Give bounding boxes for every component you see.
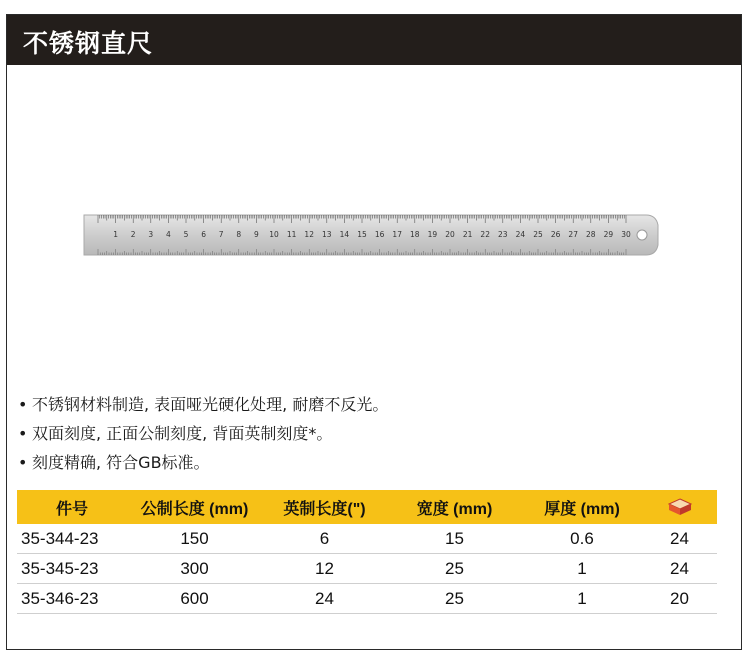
col-thickness: 厚度 (mm) bbox=[522, 490, 642, 524]
table-header-row bbox=[17, 490, 717, 524]
header-bar bbox=[7, 15, 741, 65]
bullet-icon: • bbox=[18, 395, 28, 414]
thickness-cell: 1 bbox=[522, 584, 642, 614]
ruler-number: 4 bbox=[166, 230, 171, 239]
table-row bbox=[17, 524, 717, 554]
steel-ruler-illustration bbox=[76, 195, 664, 267]
ruler-number: 9 bbox=[254, 230, 259, 239]
ruler-number: 2 bbox=[130, 230, 136, 239]
thickness-cell: 1 bbox=[522, 554, 642, 584]
part-no-cell: 35-344-23 bbox=[17, 524, 127, 554]
ruler-image bbox=[76, 195, 664, 267]
ruler-number: 25 bbox=[533, 230, 543, 239]
width-cell: 25 bbox=[387, 584, 522, 614]
table-row bbox=[17, 554, 717, 584]
imperial-length-cell: 24 bbox=[262, 584, 387, 614]
col-imperial-length: 英制长度(") bbox=[262, 490, 387, 524]
ruler-number: 13 bbox=[322, 230, 332, 239]
ruler-number: 19 bbox=[427, 230, 438, 239]
ruler-number: 26 bbox=[550, 230, 561, 239]
ruler-number: 24 bbox=[515, 230, 526, 239]
ruler-number: 15 bbox=[357, 230, 367, 239]
part-no-cell: 35-345-23 bbox=[17, 554, 127, 584]
imperial-length-cell: 6 bbox=[262, 524, 387, 554]
ruler-number: 8 bbox=[236, 230, 242, 239]
ruler-number: 5 bbox=[183, 230, 189, 239]
package-icon bbox=[668, 498, 692, 516]
feature-item: • 双面刻度, 正面公制刻度, 背面英制刻度*。 bbox=[18, 419, 388, 448]
pack-qty-cell: 24 bbox=[642, 524, 717, 554]
ruler-number: 18 bbox=[410, 230, 420, 239]
pack-qty-cell: 20 bbox=[642, 584, 717, 614]
page-title: 不锈钢直尺 bbox=[23, 29, 154, 58]
col-metric-length: 公制长度 (mm) bbox=[127, 490, 262, 524]
pack-qty-cell: 24 bbox=[642, 554, 717, 584]
spec-table bbox=[17, 490, 717, 614]
ruler-number: 14 bbox=[339, 230, 350, 239]
col-pack-qty bbox=[642, 490, 717, 524]
ruler-number: 22 bbox=[480, 230, 490, 239]
metric-length-cell: 600 bbox=[127, 584, 262, 614]
ruler-number: 17 bbox=[392, 230, 402, 239]
ruler-number: 6 bbox=[201, 230, 206, 239]
metric-length-cell: 300 bbox=[127, 554, 262, 584]
table-row bbox=[17, 584, 717, 614]
ruler-number: 3 bbox=[148, 230, 154, 239]
ruler-number: 7 bbox=[218, 230, 224, 239]
ruler-number: 20 bbox=[445, 230, 455, 239]
width-cell: 15 bbox=[387, 524, 522, 554]
ruler-number: 1 bbox=[113, 230, 118, 239]
metric-length-cell: 150 bbox=[127, 524, 262, 554]
ruler-number: 12 bbox=[304, 230, 314, 239]
width-cell: 25 bbox=[387, 554, 522, 584]
bullet-icon: • bbox=[18, 424, 28, 443]
ruler-number: 16 bbox=[374, 230, 385, 239]
ruler-number: 11 bbox=[286, 230, 297, 239]
imperial-length-cell: 12 bbox=[262, 554, 387, 584]
thickness-cell: 0.6 bbox=[522, 524, 642, 554]
feature-item: • 不锈钢材料制造, 表面哑光硬化处理, 耐磨不反光。 bbox=[18, 390, 388, 419]
part-no-cell: 35-346-23 bbox=[17, 584, 127, 614]
bullet-icon: • bbox=[18, 453, 28, 472]
ruler-number: 10 bbox=[269, 230, 279, 239]
ruler-number: 23 bbox=[498, 230, 508, 239]
ruler-number: 21 bbox=[462, 230, 473, 239]
col-part-no: 件号 bbox=[17, 490, 127, 524]
ruler-number: 30 bbox=[621, 230, 631, 239]
col-width: 宽度 (mm) bbox=[387, 490, 522, 524]
feature-list bbox=[18, 390, 388, 477]
feature-item: • 刻度精确, 符合GB标准。 bbox=[18, 448, 388, 477]
ruler-number: 28 bbox=[586, 230, 596, 239]
ruler-number: 29 bbox=[603, 230, 614, 239]
ruler-number: 27 bbox=[568, 230, 578, 239]
